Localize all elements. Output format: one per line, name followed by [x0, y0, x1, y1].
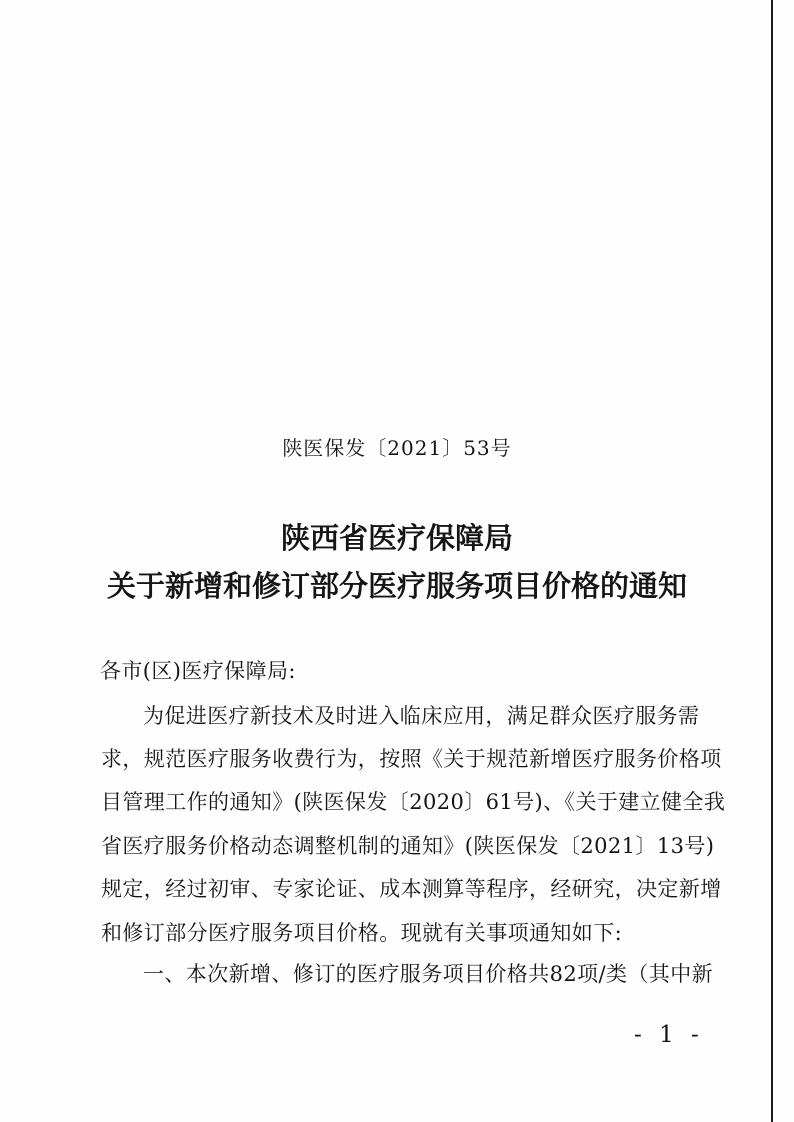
body-line: 和修订部分医疗服务项目价格。现就有关事项通知如下: — [101, 921, 623, 945]
body-line: 目管理工作的通知》(陕医保发〔2020〕61号)、《关于建立健全我 — [101, 790, 726, 814]
document-number: 陕医保发〔2021〕53号 — [282, 436, 512, 460]
body-line: 省医疗服务价格动态调整机制的通知》(陕医保发〔2021〕13号) — [101, 834, 715, 858]
body-line: 一、本次新增、修订的医疗服务项目价格共82项/类（其中新 — [143, 962, 713, 986]
body-line: 规定，经过初审、专家论证、成本测算等程序，经研究，决定新增 — [101, 877, 722, 901]
body-line: 为促进医疗新技术及时进入临床应用，满足群众医疗服务需 — [143, 704, 700, 728]
document-title-line-2: 关于新增和修订部分医疗服务项目价格的通知 — [106, 569, 687, 603]
scan-edge-line — [771, 0, 773, 1122]
salutation: 各市(区)医疗保障局: — [100, 659, 296, 683]
body-line: 求，规范医疗服务收费行为，按照《关于规范新增医疗服务价格项 — [101, 747, 722, 771]
page-number: - 1 - — [634, 1022, 704, 1048]
document-title-line-1: 陕西省医疗保障局 — [280, 521, 513, 555]
